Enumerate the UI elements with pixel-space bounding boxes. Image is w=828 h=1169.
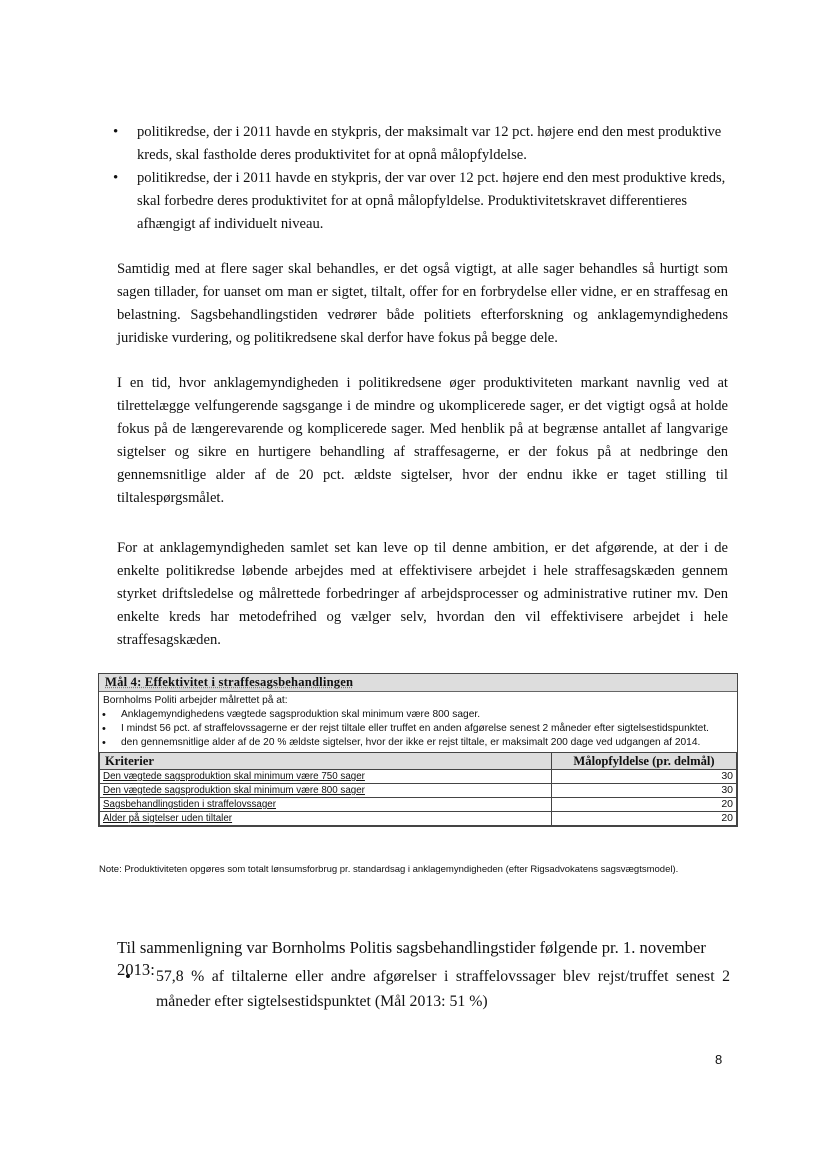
criteria-header-row [100,753,737,770]
criterion-cell: Alder på sigtelser uden tiltaler [100,812,552,826]
criterion-cell: Den vægtede sagsproduktion skal minimum være 800 sager [100,784,552,798]
criteria-header: Kriterier [100,753,552,770]
value-cell: 20 [552,812,737,826]
goal-item: • den gennemsnitlige alder af de 20 % ældste sigtelser, hvor der ikke er rejst tiltale, er maksimalt 200 dage ved udgangen af 2014. [103,736,731,750]
criterion-cell: Sagsbehandlingstiden i straffelovssager [100,798,552,812]
goal-box-title: Mål 4: Effektivitet i straffesagsbehandlingen [99,674,737,692]
comparison-bullet-list [118,964,730,1014]
table-row [100,798,737,812]
bullet-item: • politikredse, der i 2011 havde en stykpris, der maksimalt var 12 pct. højere end den mest produktive kreds, skal fastholde deres produktivitet for at opnå målopfyldelse. [118,121,728,167]
goal-item: • I mindst 56 pct. af straffelovssagerne er der rejst tiltale eller truffet en anden afgørelse senest 2 måneder efter sigtelsestidspunktet. [103,722,731,736]
criteria-table [99,752,737,826]
paragraph-case-speed: Samtidig med at flere sager skal behandles, er det også vigtigt, at alle sager behandles så hurtigt som sagen tillader, for uanset om man er sigtet, tiltalt, offer for en forbrydelse eller vidne, er en straffesag en belastning. Sagsbehandlingstiden vedrører både politiets efterforskning og anklagemyndighedens juridiske vurdering, og politikredsene skal derfor have fokus på begge dele. [117,261,728,346]
goal-item: • Anklagemyndighedens vægtede sagsproduktion skal minimum være 800 sager. [103,708,731,722]
value-cell: 20 [552,798,737,812]
goal-box-list [103,708,731,750]
page-number: 8 [715,1052,723,1067]
paragraph-ambition: For at anklagemyndigheden samlet set kan leve op til denne ambition, er det afgørende, at der i de enkelte politikredse løbende arbejdes med at effektivisere arbejdet i hele straffesagskæden gennem styrket driftsledelse og målrettede forbedringer af arbejdsprocesser og administrative rutiner mv. Den enkelte kreds har metodefrihed og vælger selv, hvordan den vil effektivisere arbejdet i hele straffesagskæden. [117,540,728,648]
comparison-intro: Til sammenligning var Bornholms Politis sagsbehandlingstider følgende pr. 1. november 2013: [117,938,706,979]
paragraph-productivity: I en tid, hvor anklagemyndigheden i politikredsene øger produktiviteten markant navnlig ved at tilrettelægge velfungerende sagsgange i de mindre og ukomplicerede sager, er det vigtigt også at holde fokus på de længerevarende og komplicerede sager. Med henblik på at begrænse antallet af langvarige sigtelser og sikre en hurtigere behandling af straffesagerne, er der fokus på at nedbringe den gennemsnitlige alder af de 20 pct. ældste sigtelser, hvor der endnu ikke er taget stilling til tiltalespørgsmålet. [117,375,728,506]
productivity-bullet-list [118,121,728,236]
table-row [100,784,737,798]
fulfillment-header: Målopfyldelse (pr. delmål) [552,753,737,770]
table-row [100,812,737,826]
table-row [100,770,737,784]
table-note: Note: Produktiviteten opgøres som totalt lønsumsforbrug pr. standardsag i anklagemyndigheden (efter Rigsadvokatens sagsvægtsmodel). [99,864,679,875]
goal-box [98,673,738,827]
bullet-item: • 57,8 % af tiltalerne eller andre afgørelser i straffelovssager blev rejst/truffet senest 2 måneder efter sigtelsestidspunktet (Mål 2013: 51 %) [118,964,730,1014]
value-cell: 30 [552,770,737,784]
goal-box-body [99,692,737,752]
bullet-item: • politikredse, der i 2011 havde en stykpris, der var over 12 pct. højere end den mest produktive kreds, skal forbedre deres produktivitet for at opnå målopfyldelse. Produktivitetskravet differentieres afhængigt af individuelt niveau. [118,167,728,236]
criterion-cell: Den vægtede sagsproduktion skal minimum være 750 sager [100,770,552,784]
value-cell: 30 [552,784,737,798]
goal-box-intro: Bornholms Politi arbejder målrettet på at: [103,695,288,706]
